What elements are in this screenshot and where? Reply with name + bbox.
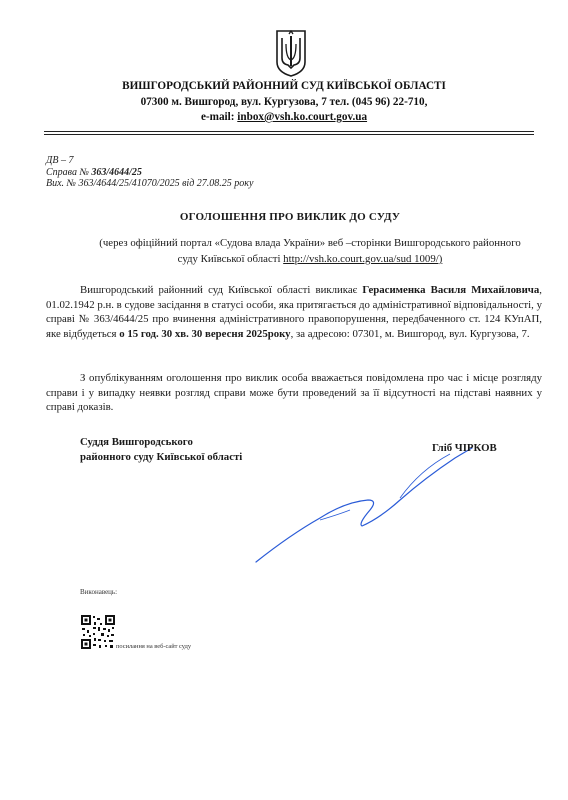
summoned-person-name: Герасименка Василя Михайловича	[362, 284, 540, 296]
notice-subtitle-line2	[80, 253, 540, 266]
judge-position	[80, 435, 242, 465]
notification-paragraph: З опублікуванням оголошення про виклик особа вважається повідомлена про час і місце розгляду справи і у випадку неявки розгляд справи може бути проведений за її відсутності на підставі наявних у справі доказів.	[46, 372, 542, 414]
court-website-link[interactable]: http://vsh.ko.court.gov.ua/sud 1009/)	[283, 253, 443, 265]
subtitle-prefix: суду Київської області	[177, 253, 284, 265]
header-divider-top	[44, 131, 534, 132]
email-label: e-mail:	[200, 111, 238, 123]
hearing-datetime: о 15 год. 30 хв. 30 вересня 2025року	[119, 327, 291, 340]
case-number: 363/4644/25	[91, 167, 142, 178]
qr-code-caption: посилання на веб-сайт суду	[116, 643, 192, 650]
court-email-line	[60, 110, 508, 125]
p1-text-c: , за адресою: 07301, м. Вишгород, вул. Кургузова, 7.	[290, 327, 530, 340]
qr-code-icon[interactable]	[80, 614, 116, 650]
trident-emblem-icon	[274, 28, 308, 78]
court-name: ВИШГОРОДСЬКИЙ РАЙОННИЙ СУД КИЇВСЬКОЇ ОБЛАСТІ	[122, 80, 446, 92]
handwritten-signature	[250, 440, 480, 570]
judge-name: Гліб ЧІРКОВ	[432, 442, 497, 454]
court-email-link[interactable]: inbox@vsh.ko.court.gov.ua	[237, 111, 368, 123]
notice-subtitle-line1: (через офіційний портал «Судова влада України» веб –сторінки Вишгородського районного	[99, 237, 521, 249]
notice-title: ОГОЛОШЕННЯ ПРО ВИКЛИК ДО СУДУ	[179, 211, 401, 223]
p1-text-b: , 01.02.1942 р.н. в судове засідання в статусі особи, яка притягається до адміністративної відповідальності, у справі № 363/4644/25 про вчинення адміністративного правопорушення, передбаченного ст. 124 КУпАП, яке відбудеться	[46, 284, 542, 340]
court-address: 07300 м. Вишгород, вул. Кургузова, 7 тел. (045 96) 22-710,	[140, 96, 428, 108]
summons-paragraph	[46, 283, 542, 341]
executor-label: Виконавець:	[80, 588, 118, 596]
judge-position-line2: районного суду Київської області	[80, 451, 243, 463]
judge-position-line1: Суддя Вишгородського	[80, 436, 193, 448]
form-code: ДВ – 7	[46, 155, 74, 166]
header-divider-bottom	[44, 134, 534, 135]
p1-text-a: Вишгородський районний суд Київської області викликає	[80, 284, 363, 296]
outgoing-number: Вих. № 363/4644/25/41070/2025 від 27.08.25 року	[46, 178, 254, 189]
case-prefix: Справа №	[46, 167, 92, 178]
